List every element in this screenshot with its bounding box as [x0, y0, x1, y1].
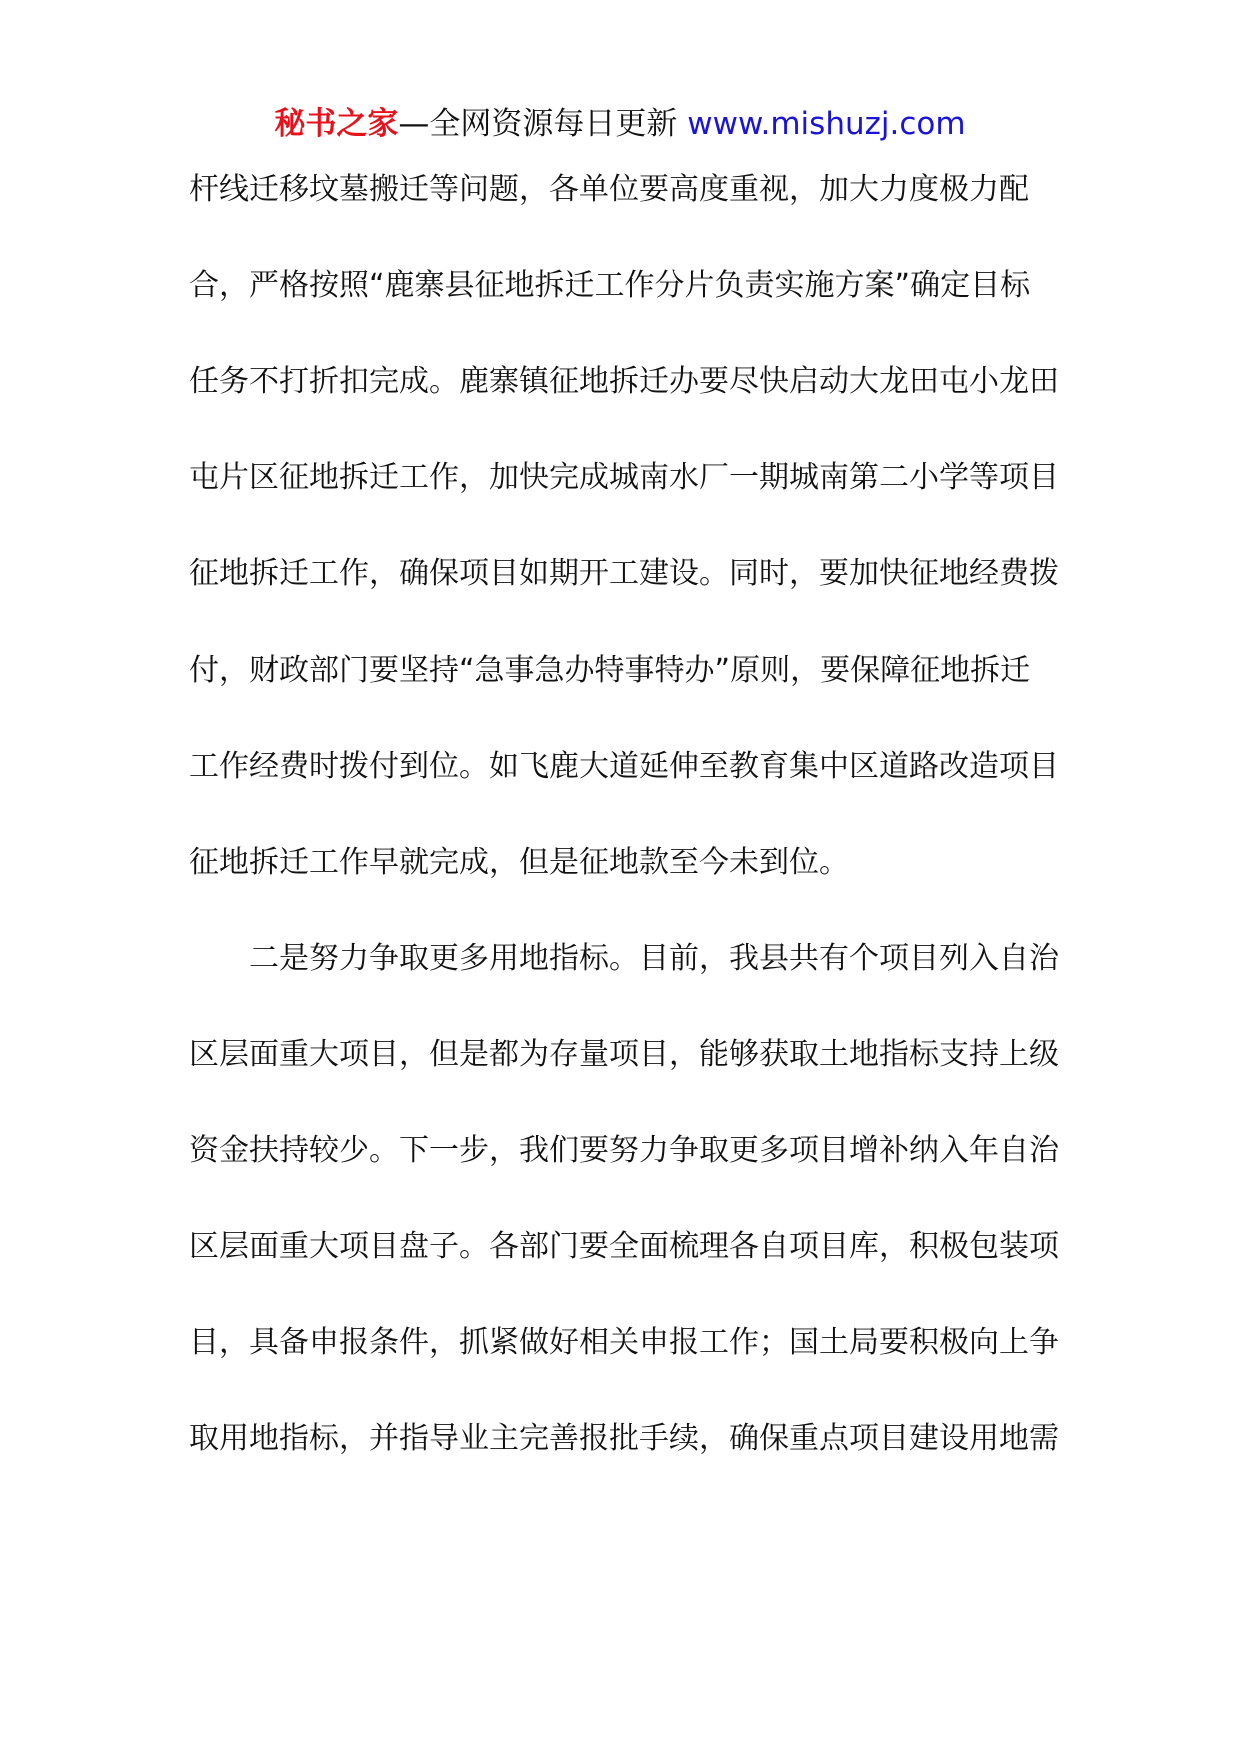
text-line: 二是努力争取更多用地指标。目前，我县共有个项目列入自治: [249, 941, 1059, 976]
header-tagline: —全网资源每日更新: [398, 106, 678, 142]
text-line: 目，具备申报条件，抓紧做好相关申报工作；国土局要积极向上争: [189, 1325, 1059, 1360]
text-line: 取用地指标，并指导业主完善报批手续，确保重点项目建设用地需: [189, 1421, 1059, 1456]
text-line: 资金扶持较少。下一步，我们要努力争取更多项目增补纳入年自治: [189, 1133, 1059, 1168]
website-link[interactable]: www.mishuzj.com: [687, 106, 966, 142]
text-line: 征地拆迁工作，确保项目如期开工建设。同时，要加快征地经费拨: [189, 556, 1059, 591]
text-line: 工作经费时拨付到位。如飞鹿大道延伸至教育集中区道路改造项目: [189, 749, 1059, 784]
text-line: 合，严格按照“鹿寨县征地拆迁工作分片负责实施方案”确定目标: [189, 268, 1031, 303]
text-line: 任务不打折扣完成。鹿寨镇征地拆迁办要尽快启动大龙田屯小龙田: [189, 364, 1059, 399]
text-line: 征地拆迁工作早就完成，但是征地款至今未到位。: [189, 845, 849, 880]
text-line: 付，财政部门要坚持“急事急办特事特办”原则，要保障征地拆迁: [189, 653, 1031, 688]
page-header: [0, 100, 1240, 148]
text-line: 区层面重大项目盘子。各部门要全面梳理各自项目库，积极包装项: [189, 1229, 1059, 1264]
text-line: 屯片区征地拆迁工作，加快完成城南水厂一期城南第二小学等项目: [189, 460, 1059, 495]
text-line: 区层面重大项目，但是都为存量项目，能够获取土地指标支持上级: [189, 1037, 1059, 1072]
text-line: 杆线迁移坟墓搬迁等问题，各单位要高度重视，加大力度极力配: [189, 172, 1029, 207]
brand-name: 秘书之家: [274, 106, 399, 142]
